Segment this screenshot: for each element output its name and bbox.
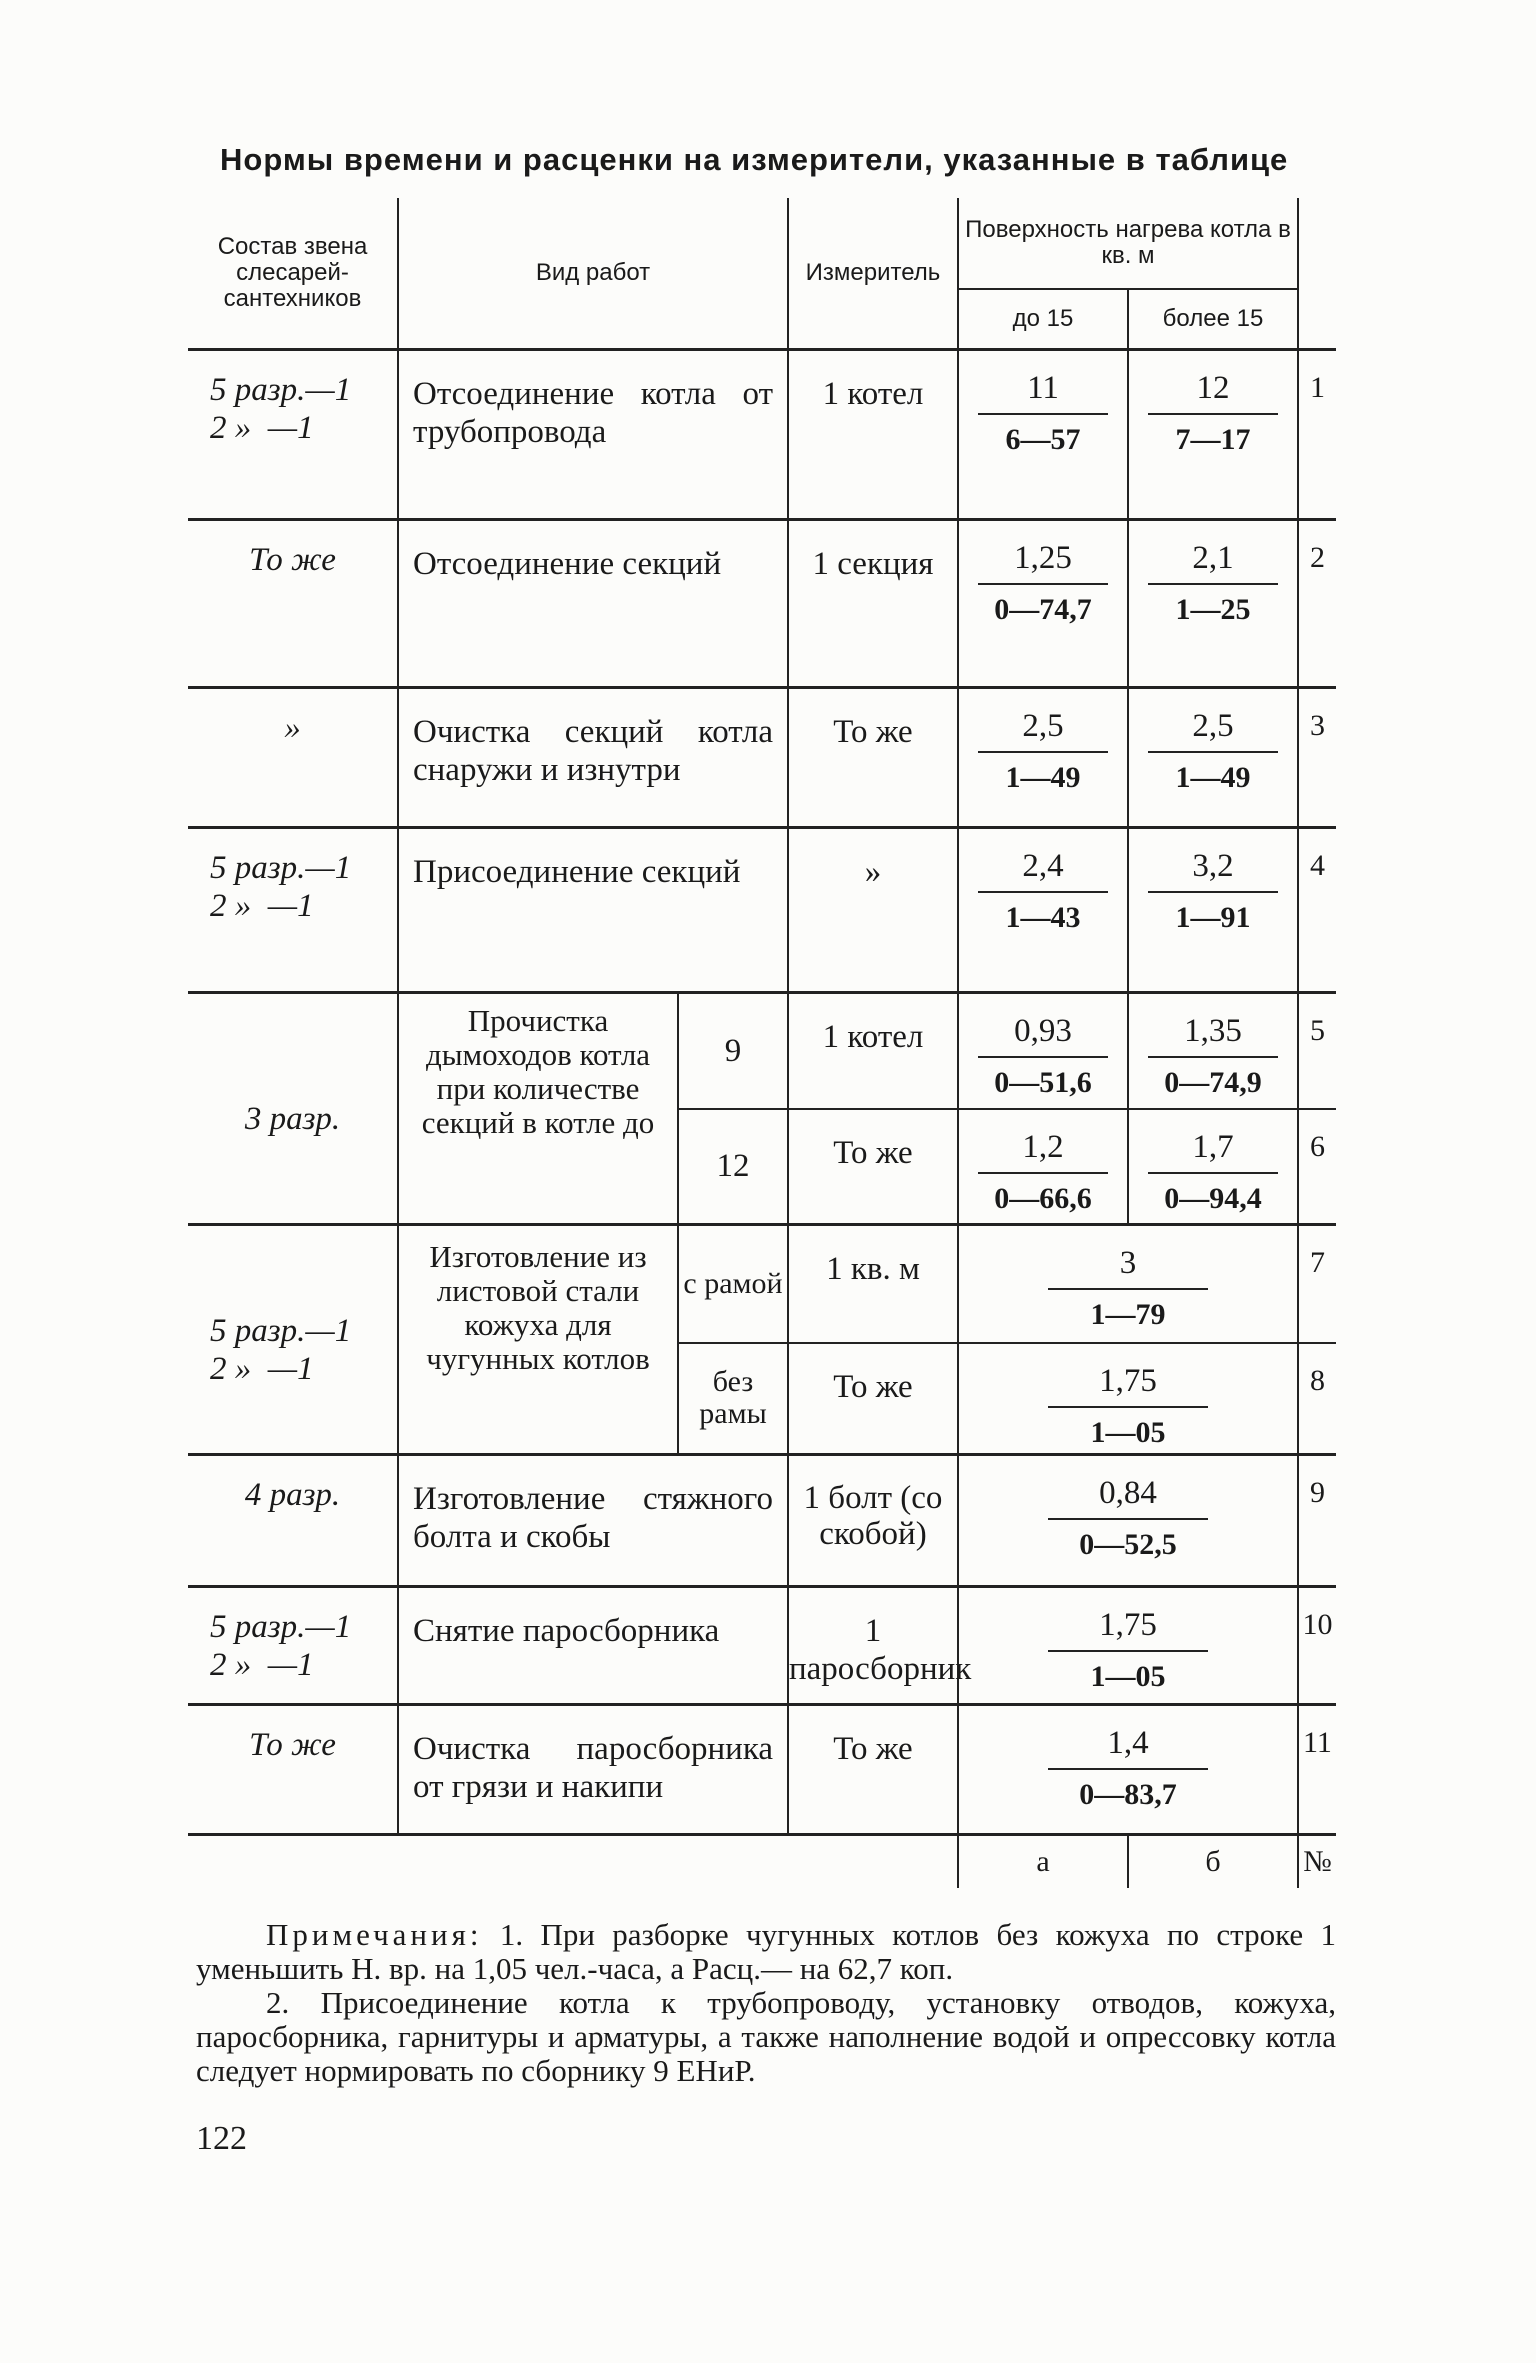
table-row: » Очистка секций котла снаружи и изнутри То же $\frac{2,5}{1—49}$ $\frac{2,5}{1—49}$ 3 xyxy=(188,688,1336,828)
page-number: 122 xyxy=(196,2120,247,2157)
table-row: 3 разр. Прочистка дымоходов котла при количестве секций в котле до 9 1 котел $\frac{0,93}{0—51,6}$ $\frac{1,35}{0—74,9}$ 5 xyxy=(188,993,1336,1109)
page-title: Нормы времени и расценки на измерители, указанные в таблице xyxy=(220,142,1289,177)
note-2: 2. Присоединение котла к трубопроводу, установку отводов, кожуха, паросборника, гарнитуры и арматуры, а также наполнение водой и опрессовку котла следует нормировать по сборнику 9 ЕНиР. xyxy=(196,1985,1336,2088)
table-row: 5 разр.—1 2 » —1 Снятие паросборника 1 паросборник $\frac{1,75}{1—05}$ 10 xyxy=(188,1587,1336,1705)
column-b-label: б xyxy=(1128,1835,1298,1889)
table-row: 12 То же $\frac{1,2}{0—66,6}$ $\frac{1,7}{0—94,4}$ 6 xyxy=(188,1109,1336,1225)
table-row: 4 разр. Изготовление стяжного болта и скобы 1 болт (со скобой) $\frac{0,84}{0—52,5}$ 9 xyxy=(188,1455,1336,1587)
table-row: 5 разр.—1 2 » —1 Присоединение секций » $\frac{2,4}{1—43}$ $\frac{3,2}{1—91}$ 4 xyxy=(188,828,1336,993)
notes xyxy=(196,1918,1336,2088)
header-work: Вид работ xyxy=(398,198,788,350)
table-row: без рамы То же $\frac{1,75}{1—05}$ 8 xyxy=(188,1343,1336,1455)
table-row: То же Отсоединение секций 1 секция $\frac{1,25}{0—74,7}$ $\frac{2,1}{1—25}$ 2 xyxy=(188,520,1336,688)
column-no-label: № xyxy=(1298,1835,1336,1889)
note-1: 1. При разборке чугунных котлов без кожуха по строке 1 уменьшить Н. вр. на 1,05 чел.-часа, а Расц.— на 62,7 коп. xyxy=(196,1917,1337,1986)
header-surface: Поверхность нагрева котла в кв. м xyxy=(958,198,1298,289)
notes-label: Примечания: xyxy=(266,1917,483,1952)
table-row: 5 разр.—1 2 » —1 Изготовление из листовой стали кожуха для чугунных котлов с рамой 1 кв. м $\frac{3}{1—79}$ 7 xyxy=(188,1225,1336,1343)
header-up15: до 15 xyxy=(958,289,1128,350)
column-a-label: а xyxy=(958,1835,1128,1889)
table-row: 5 разр.—1 2 » —1 Отсоединение котла от трубопровода 1 котел $\frac{11}{6—57}$ $\frac{12}{7—17}$ 1 xyxy=(188,350,1336,520)
norms-table xyxy=(188,198,1336,1888)
column-letters-row xyxy=(188,1835,1336,1889)
table-header-row xyxy=(188,198,1336,289)
header-over15: более 15 xyxy=(1128,289,1298,350)
header-crew: Состав звена слесарей-сантехников xyxy=(188,198,398,350)
table-row: То же Очистка паросборника от грязи и накипи То же $\frac{1,4}{0—83,7}$ 11 xyxy=(188,1705,1336,1835)
header-unit: Измеритель xyxy=(788,198,958,350)
